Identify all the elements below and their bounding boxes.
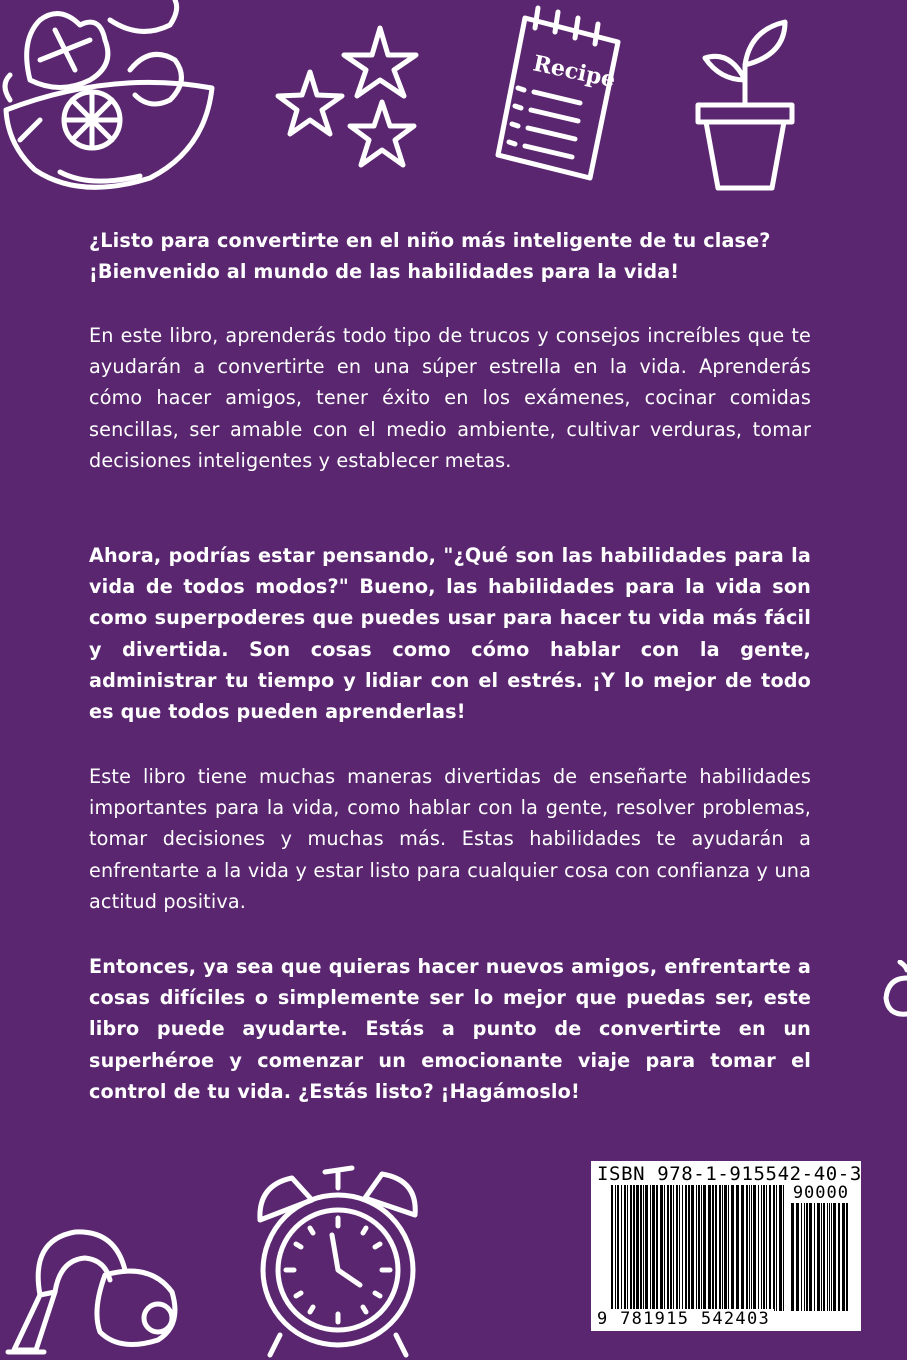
barcode-bar [817, 1203, 820, 1311]
stars-icon [270, 20, 430, 180]
barcode-bar [758, 1185, 759, 1311]
paragraph-1: En este libro, aprenderás todo tipo de trucos y consejos increíbles que te ayudarán a convertirte en una súper estrella en la vida. Aprenderás cómo hacer amigos, tener éxito en los exámenes, cocinar comidas sencillas, ser amable con el medio ambiente, cultivar verduras, tomar decisiones inteligentes y establecer metas. [89, 324, 811, 472]
barcode-bar [804, 1203, 805, 1311]
barcode-bar [783, 1185, 784, 1311]
barcode-bar [724, 1185, 727, 1311]
barcode-bar [715, 1185, 717, 1311]
intro-heading [89, 225, 811, 287]
alarm-clock-icon [240, 1160, 440, 1360]
partial-doodle-icon [880, 960, 907, 1020]
barcode-bar [749, 1185, 750, 1311]
barcode-bar [650, 1185, 651, 1311]
barcode-bar [751, 1185, 752, 1311]
barcode-bar [741, 1185, 744, 1311]
ean-barcode-bars [611, 1185, 786, 1311]
barcode-bar [731, 1185, 734, 1311]
barcode-bar [763, 1185, 765, 1311]
barcode-bar [842, 1203, 845, 1311]
barcode-bar [611, 1185, 613, 1311]
recipe-card-icon [480, 0, 630, 190]
barcode-bar [621, 1185, 622, 1311]
barcode-bar [696, 1185, 697, 1311]
barcode-bar [703, 1185, 706, 1311]
barcode-bar [630, 1185, 632, 1311]
potted-plant-icon [680, 10, 810, 195]
barcode-bar [701, 1185, 702, 1311]
paragraph-3: Este libro tiene muchas maneras divertidas de enseñarte habilidades importantes para la vida, como hablar con la gente, resolver problemas, tomar decisiones y muchas más. Estas habilidades te ayudarán a enfrentarte a la vida y estar listo para cualquier cosa con confianza y una actitud positiva. [89, 765, 811, 913]
barcode-bar [688, 1185, 690, 1311]
barcode-bar [829, 1203, 830, 1311]
barcode-bar [685, 1185, 687, 1311]
barcode-bar [633, 1185, 635, 1311]
barcode-bar [766, 1185, 767, 1311]
barcode-bar [769, 1185, 771, 1311]
barcode-bar [643, 1185, 644, 1311]
barcode-bar [838, 1203, 840, 1311]
barcode-bar [796, 1203, 799, 1311]
barcode-bar [833, 1203, 836, 1311]
paragraph-4: Entonces, ya sea que quieras hacer nuevos amigos, enfrentarte a cosas difíciles o simplemente ser lo mejor que puedas ser, este libro puede ayudarte. Estás a punto de convertirte en un superhéroe y comenzar un emocionante viaje para tomar el control de tu vida. ¿Estás listo? ¡Hagámoslo! [89, 955, 811, 1103]
salad-bowl-icon [0, 0, 225, 200]
barcode-bar [708, 1185, 711, 1311]
barcode-bar [670, 1185, 672, 1311]
barcode-bar [821, 1203, 822, 1311]
price-code: 90000 [792, 1183, 849, 1203]
barcode-bar [664, 1185, 665, 1311]
barcode-bar [791, 1203, 794, 1311]
barcode-bar [712, 1185, 714, 1311]
barcode-bar [673, 1185, 674, 1311]
vacuum-cleaner-icon [0, 1200, 190, 1360]
svg-text:Recipe: Recipe [530, 50, 618, 94]
barcode-bar [823, 1203, 825, 1311]
barcode-bar [806, 1203, 808, 1311]
barcode-bar [660, 1185, 663, 1311]
barcode-bar [636, 1185, 639, 1311]
barcode-bar [719, 1185, 721, 1311]
barcode-bar [615, 1185, 616, 1311]
barcode-bar [827, 1203, 828, 1311]
barcode-bar [679, 1185, 680, 1311]
barcode-bar [814, 1203, 815, 1311]
intro-line-1: ¿Listo para convertirte en el niño más inteligente de tu clase? [89, 229, 771, 252]
barcode-bar [617, 1185, 619, 1311]
barcode-bar [645, 1185, 648, 1311]
barcode-bar [656, 1185, 658, 1311]
barcode-bar [846, 1203, 848, 1311]
barcode-bar [776, 1185, 777, 1311]
barcode-bar [728, 1185, 729, 1311]
barcode-bar [831, 1203, 832, 1311]
barcode-bar [698, 1185, 700, 1311]
isbn-number: ISBN 978-1-915542-40-3 [597, 1163, 862, 1185]
barcode-bar [640, 1185, 642, 1311]
barcode-bar [801, 1203, 802, 1311]
barcode-bar [773, 1185, 775, 1311]
isbn-barcode [591, 1161, 861, 1331]
barcode-bar [722, 1185, 723, 1311]
barcode-bar [753, 1185, 756, 1311]
barcode-bar [761, 1185, 762, 1311]
barcode-bar [667, 1185, 669, 1311]
addon-barcode-bars [791, 1203, 849, 1311]
barcode-bar [627, 1185, 628, 1311]
barcode-bar [652, 1185, 655, 1311]
barcode-bar [779, 1185, 782, 1311]
ean-digits: 9 781915 542403 [597, 1309, 774, 1329]
barcode-bar [676, 1185, 678, 1311]
paragraph-2: Ahora, podrías estar pensando, "¿Qué son las habilidades para la vida de todos modos?" Bueno, las habilidades para la vida son como superpoderes que puedes usar para hacer tu vida más fácil y divertida. Son cosas como cómo hablar con la gente, administrar tu tiempo y lidiar con el estrés. ¡Y lo mejor de todo es que todos pueden aprenderlas! [89, 544, 811, 724]
barcode-bar [624, 1185, 626, 1311]
barcode-bar [736, 1185, 739, 1311]
barcode-bar [809, 1203, 812, 1311]
intro-line-2: ¡Bienvenido al mundo de las habilidades para la vida! [89, 260, 680, 284]
barcode-bar [746, 1185, 748, 1311]
barcode-bar [682, 1185, 683, 1311]
barcode-bar [691, 1185, 694, 1311]
